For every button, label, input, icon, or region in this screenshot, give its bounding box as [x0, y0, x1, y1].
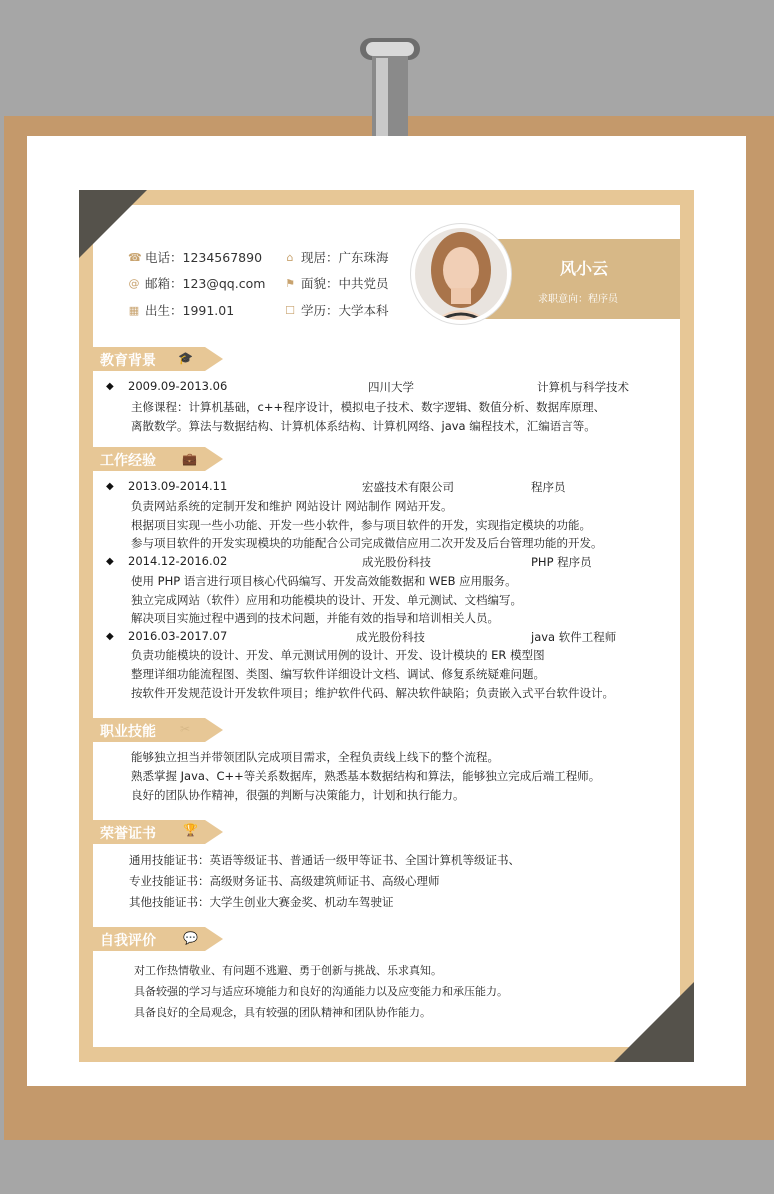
book-icon: ☐ — [285, 303, 295, 317]
person-name: 风小云 — [560, 259, 609, 278]
job-intent: 求职意向：程序员 — [538, 294, 618, 305]
job-period: 2013.09-2014.11 — [128, 479, 228, 493]
job-line: 整理详细功能流程图、类图、编写软件详细设计文档、调试、修复系统疑难问题。 — [131, 667, 545, 681]
job-role: PHP 程序员 — [531, 555, 592, 569]
chat-bubble-icon: 💬 — [183, 931, 198, 945]
job-company: 宏盛技术有限公司 — [362, 480, 454, 494]
politics-text: 面貌：中共党员 — [301, 276, 389, 291]
section-arrow — [205, 718, 223, 742]
job-period: 2014.12-2016.02 — [128, 554, 228, 568]
skill-line: 熟悉掌握 Java、C++等关系数据库，熟悉基本数据结构和算法，能够独立完成后端工程师。 — [131, 769, 601, 783]
avatar — [411, 224, 511, 324]
edu-line: 离散数学。算法与数据结构、计算机体系结构、计算机网络、java 编程技术，汇编语言等。 — [131, 419, 596, 433]
email-text: 邮箱：123@qq.com — [145, 276, 266, 291]
job-line: 使用 PHP 语言进行项目核心代码编写、开发高效能数据和 WEB 应用服务。 — [131, 574, 517, 588]
contact-residence — [284, 248, 389, 266]
bullet-icon: ◆ — [106, 381, 114, 392]
calendar-icon: ▦ — [128, 303, 140, 317]
self-line: 对工作热情敬业、有问题不逃避、勇于创新与挑战、乐求真知。 — [134, 964, 442, 977]
contact-email — [128, 274, 265, 292]
job-line: 负责网站系统的定制开发和维护 网站设计 网站制作 网站开发。 — [131, 499, 453, 513]
briefcase-icon: 💼 — [182, 452, 197, 466]
edu-major: 计算机与科学技术 — [537, 380, 629, 394]
job-company: 成光股份科技 — [362, 555, 431, 569]
section-title: 自我评价 — [100, 933, 156, 949]
residence-text: 现居：广东珠海 — [301, 250, 389, 265]
honor-line: 通用技能证书：英语等级证书、普通话一级甲等证书、全国计算机等级证书、 — [129, 853, 520, 867]
section-title: 教育背景 — [100, 353, 156, 369]
skill-line: 良好的团队协作精神，很强的判断与决策能力，计划和执行能力。 — [131, 788, 465, 802]
contact-politics — [284, 274, 389, 292]
education-text: 学历：大学本科 — [301, 303, 389, 318]
section-arrow — [205, 820, 223, 844]
job-line: 根据项目实现一些小功能、开发一些小软件，参与项目软件的开发，实现指定模块的功能。 — [131, 518, 591, 532]
section-title: 职业技能 — [100, 724, 156, 740]
bullet-icon: ◆ — [106, 631, 114, 642]
job-period: 2016.03-2017.07 — [128, 629, 228, 643]
email-icon: @ — [128, 276, 140, 290]
contact-education — [284, 301, 389, 319]
bullet-icon: ◆ — [106, 481, 114, 492]
section-arrow — [205, 927, 223, 951]
phone-text: 电话：1234567890 — [145, 250, 263, 265]
contact-phone — [128, 248, 262, 266]
section-arrow — [205, 347, 223, 371]
section-arrow — [205, 447, 223, 471]
contact-birth — [128, 301, 234, 319]
graduation-cap-icon: 🎓 — [178, 351, 193, 365]
job-line: 独立完成网站（软件）应用和功能模块的设计、开发、单元测试、文档编写。 — [131, 593, 522, 607]
edu-line: 主修课程：计算机基础，c++程序设计，模拟电子技术、数字逻辑、数值分析、数据库原理、 — [131, 400, 606, 414]
skill-line: 能够独立担当并带领团队完成项目需求，全程负责线上线下的整个流程。 — [131, 750, 499, 764]
edu-school: 四川大学 — [368, 380, 414, 394]
job-company: 成光股份科技 — [356, 630, 425, 644]
self-line: 具备良好的全局观念，具有较强的团队精神和团队协作能力。 — [134, 1006, 431, 1019]
birth-text: 出生：1991.01 — [145, 303, 235, 318]
job-line: 参与项目软件的开发实现模块的功能配合公司完成微信应用二次开发及后台管理功能的开发。 — [131, 536, 603, 550]
resume-inner — [93, 205, 680, 1047]
flag-icon: ⚑ — [285, 276, 295, 290]
job-line: 按软件开发规范设计开发软件项目；维护软件代码、解决软件缺陷；负责嵌入式平台软件设计。 — [131, 686, 614, 700]
trophy-icon: 🏆 — [183, 823, 198, 837]
bullet-icon: ◆ — [106, 556, 114, 567]
tools-icon: ✂ — [180, 722, 191, 736]
self-line: 具备较强的学习与适应环境能力和良好的沟通能力以及应变能力和承压能力。 — [134, 985, 508, 998]
corner-decoration-bottom-right — [614, 982, 694, 1062]
home-icon: ⌂ — [286, 250, 294, 264]
portrait-icon — [411, 224, 511, 324]
phone-icon: ☎ — [128, 250, 142, 264]
honor-line: 其他技能证书：大学生创业大赛金奖、机动车驾驶证 — [129, 895, 394, 909]
section-title: 荣誉证书 — [100, 826, 156, 842]
job-line: 解决项目实施过程中遇到的技术问题，并能有效的指导和培训相关人员。 — [131, 611, 499, 625]
job-role: java 软件工程师 — [531, 630, 617, 644]
job-line: 负责功能模块的设计、开发、单元测试用例的设计、开发、设计模块的 ER 模型图 — [131, 648, 545, 662]
edu-period: 2009.09-2013.06 — [128, 379, 228, 393]
section-title: 工作经验 — [100, 453, 156, 469]
job-role: 程序员 — [531, 480, 566, 494]
honor-line: 专业技能证书：高级财务证书、高级建筑师证书、高级心理师 — [129, 874, 440, 888]
